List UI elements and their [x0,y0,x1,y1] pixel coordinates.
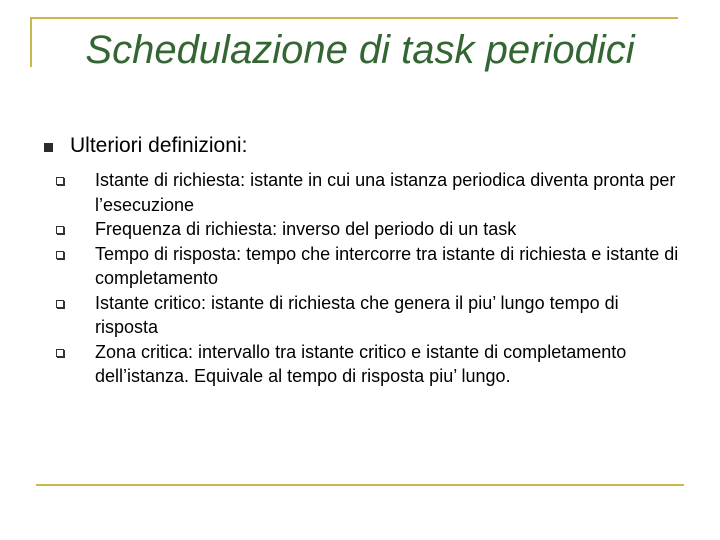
list-item [44,291,684,340]
list-item [44,168,684,217]
checkbox-bullet-icon [56,226,64,234]
top-rule [30,17,678,19]
list-item-text: Zona critica: intervallo tra istante critico e istante di completamento dell’istanza. Equivale al tempo di risposta piu’ lungo. [95,341,627,386]
main-bullet-item [44,132,684,160]
checkbox-bullet-icon [56,251,64,259]
slide-title: Schedulazione di task periodici [85,28,635,72]
checkbox-bullet-icon [56,177,64,185]
list-item-text: Tempo di risposta: tempo che intercorre tra istante di richiesta e istante di completamento [95,243,679,288]
slide-content [44,132,684,389]
list-item [44,340,684,389]
definitions-list [44,168,684,389]
square-bullet-icon [44,143,53,152]
bottom-rule [36,484,684,486]
list-item [44,217,684,242]
list-item-text: Frequenza di richiesta: inverso del periodo di un task [95,219,517,239]
checkbox-bullet-icon [56,300,64,308]
list-item [44,242,684,291]
main-bullet-text: Ulteriori definizioni: [70,134,248,157]
checkbox-bullet-icon [56,349,64,357]
list-item-text: Istante critico: istante di richiesta che genera il piu’ lungo tempo di risposta [95,292,619,337]
list-item-text: Istante di richiesta: istante in cui una istanza periodica diventa pronta per l’esecuzione [95,170,676,215]
